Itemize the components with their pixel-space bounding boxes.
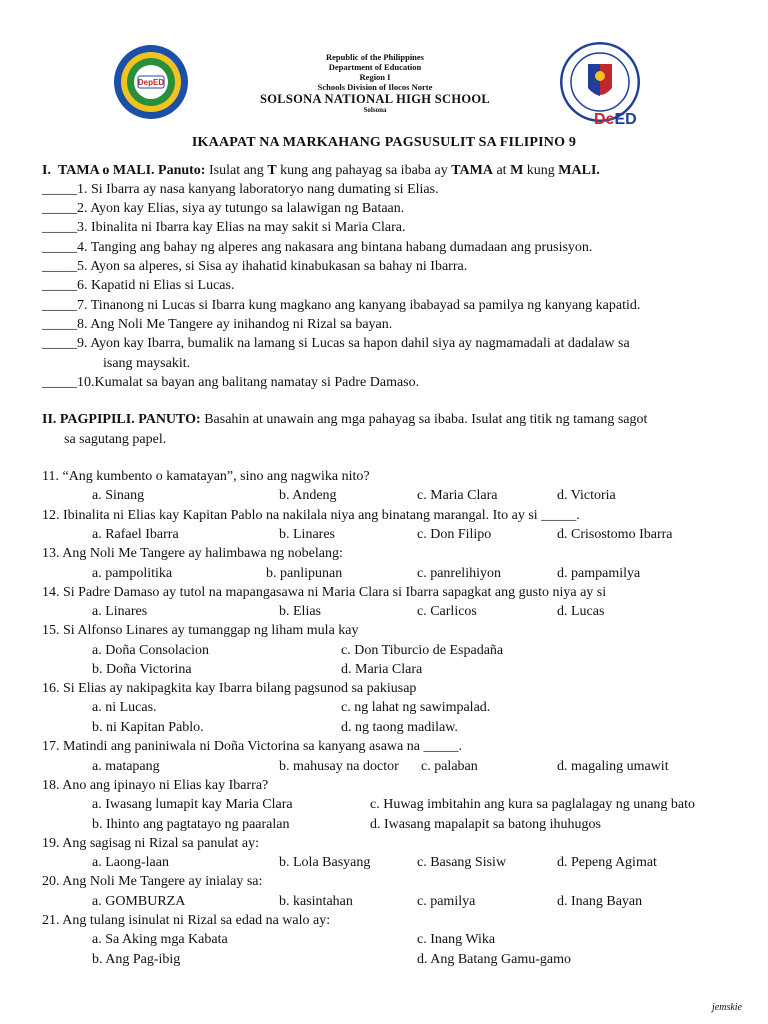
option: b. Lola Basyang (279, 855, 371, 870)
question-text: 21. Ang tulang isinulat ni Rizal sa edad na walo ay: (42, 913, 331, 928)
section2-instr-cont: sa sagutang papel. (64, 431, 167, 447)
section1-mali: MALI. (558, 163, 600, 178)
school-town: Solsona (363, 106, 387, 114)
republic-line: Republic of the Philippines (325, 52, 424, 62)
tf-item: _____2. Ayon kay Elias, siya ay tutungo sa lalawigan ng Bataan. (42, 201, 405, 216)
option: c. Basang Sisiw (417, 855, 507, 870)
section1-instructions (42, 162, 600, 180)
tf-item: _____10.Kumalat sa bayan ang balitang namatay si Padre Damaso. (42, 375, 420, 390)
division-line: Schools Division of Ilocos Norte (317, 82, 433, 92)
option: c. Don Tiburcio de Espadaña (341, 643, 504, 658)
section1-instr-d: kung (523, 163, 559, 178)
section2-instructions (42, 410, 727, 449)
option: b. Linares (279, 527, 335, 542)
option: d. Lucas (557, 604, 605, 619)
deped-wordmark-a: De (594, 111, 615, 128)
question-text: 11. “Ang kumbento o kamatayan”, sino ang nagwika nito? (42, 469, 370, 484)
option: c. Carlicos (417, 604, 477, 619)
option: b. panlipunan (266, 566, 343, 581)
option: c. pamilya (417, 894, 476, 909)
option: d. Ang Batang Gamu-gamo (417, 952, 571, 967)
option: b. Andeng (279, 488, 337, 503)
option: d. ng taong madilaw. (341, 720, 458, 735)
tf-item: _____3. Ibinalita ni Ibarra kay Elias na may sakit si Maria Clara. (42, 220, 406, 235)
option: c. Huwag imbitahin ang kura sa paglalagay ng unang bato (370, 797, 696, 812)
option: b. Ang Pag-ibig (92, 952, 181, 967)
section2-instr: Basahin at unawain ang mga pahayag sa ibaba. Isulat ang titik ng tamang sagot (200, 412, 648, 427)
option: a. Sinang (92, 488, 145, 503)
option: c. ng lahat ng sawimpalad. (341, 700, 491, 715)
section1-label: TAMA o MALI. Panuto: (57, 163, 206, 178)
option: b. kasintahan (279, 894, 353, 909)
section1-number: I. (42, 163, 51, 178)
section1-instr-a: Isulat ang (205, 163, 268, 178)
option: a. ni Lucas. (92, 700, 157, 715)
section1-instr-c: at (492, 163, 511, 178)
option: b. Doña Victorina (92, 662, 192, 677)
option: d. Pepeng Agimat (557, 855, 657, 870)
section1-m: M (510, 163, 524, 178)
option: b. ni Kapitan Pablo. (92, 720, 204, 735)
section1-t: T (267, 163, 277, 178)
deped-seal-logo (560, 42, 640, 122)
option: b. Ihinto ang pagtatayo ng paaralan (92, 817, 290, 832)
section1-tama: TAMA (451, 163, 493, 178)
question-text: 20. Ang Noli Me Tangere ay inialay sa: (42, 874, 263, 889)
tf-item: _____7. Tinanong ni Lucas si Ibarra kung magkano ang kanyang ibabayad sa pamilya ng kanyang kapatid. (42, 298, 641, 313)
option: d. Maria Clara (341, 662, 423, 677)
option: d. Inang Bayan (557, 894, 643, 909)
tf-item: _____9. Ayon kay Ibarra, bumalik na lamang si Lucas sa hapon dahil siya ay nagmamadali at dadalaw sa (42, 336, 630, 351)
exam-title: IKAAPAT NA MARKAHANG PAGSUSULIT SA FILIPINO 9 (191, 135, 577, 150)
option: a. matapang (92, 759, 160, 774)
question-text: 17. Matindi ang paniniwala ni Doña Victorina sa kanyang asawa na _____. (42, 739, 462, 754)
department-line: Department of Education (328, 62, 422, 72)
deped-logo-text: DepED (137, 78, 165, 87)
deped-wordmark (594, 111, 644, 133)
option: d. Iwasang mapalapit sa batong ihuhugos (370, 817, 601, 832)
option: a. GOMBURZA (92, 894, 186, 909)
letterhead (0, 42, 768, 132)
question-text: 12. Ibinalita ni Elias kay Kapitan Pablo na nakilala niya ang binatang marangal. Ito ay si _____. (42, 508, 580, 523)
option: a. Laong-laan (92, 855, 169, 870)
question-text: 13. Ang Noli Me Tangere ay halimbawa ng nobelang: (42, 546, 343, 561)
option: a. Doña Consolacion (92, 643, 210, 658)
option: c. Don Filipo (417, 527, 492, 542)
school-name: SOLSONA NATIONAL HIGH SCHOOL (259, 92, 491, 106)
deped-wordmark-b: ED (614, 111, 637, 128)
option: a. pampolitika (92, 566, 173, 581)
letterhead-text (230, 52, 520, 115)
option: a. Linares (92, 604, 148, 619)
option: d. pampamilya (557, 566, 641, 581)
question-text: 16. Si Elias ay nakipagkita kay Ibarra bilang pagsunod sa pakiusap (42, 681, 417, 696)
option: a. Rafael Ibarra (92, 527, 179, 542)
tf-item: _____6. Kapatid ni Elias si Lucas. (42, 278, 235, 293)
school-seal-logo (113, 44, 189, 120)
option: b. mahusay na doctor (279, 759, 399, 774)
option: c. panrelihiyon (417, 566, 501, 581)
option: c. Inang Wika (417, 932, 496, 947)
section2-label: II. PAGPIPILI. PANUTO: (42, 412, 201, 427)
region-line: Region I (359, 72, 391, 82)
question-text: 18. Ano ang ipinayo ni Elias kay Ibarra? (42, 778, 269, 793)
tf-item: _____8. Ang Noli Me Tangere ay inihandog ni Rizal sa bayan. (42, 317, 393, 332)
tf-item-continuation: isang maysakit. (103, 356, 191, 371)
question-text: 15. Si Alfonso Linares ay tumanggap ng liham mula kay (42, 623, 359, 638)
option: b. Elias (279, 604, 321, 619)
option: d. Crisostomo Ibarra (557, 527, 673, 542)
option: d. magaling umawit (557, 759, 669, 774)
question-text: 19. Ang sagisag ni Rizal sa panulat ay: (42, 836, 259, 851)
section1-instr-b: kung ang pahayag sa ibaba ay (276, 163, 452, 178)
option: c. Maria Clara (417, 488, 498, 503)
option: a. Sa Aking mga Kabata (92, 932, 228, 947)
option: d. Victoria (557, 488, 616, 503)
option: c. palaban (421, 759, 478, 774)
question-text: 14. Si Padre Damaso ay tutol na mapangasawa ni Maria Clara si Ibarra sapagkat ang gusto niya ay si (42, 585, 607, 600)
tf-item: _____4. Tanging ang bahay ng alperes ang nakasara ang bintana habang dumadaan ang prusisyon. (42, 240, 593, 255)
tf-item: _____5. Ayon sa alperes, si Sisa ay ihahatid kinabukasan sa bahay ni Ibarra. (42, 259, 468, 274)
option: a. Iwasang lumapit kay Maria Clara (92, 797, 293, 812)
tf-item: _____1. Si Ibarra ay nasa kanyang laboratoryo nang dumating si Elias. (42, 182, 439, 197)
author-signature: jemskie (712, 1002, 742, 1013)
